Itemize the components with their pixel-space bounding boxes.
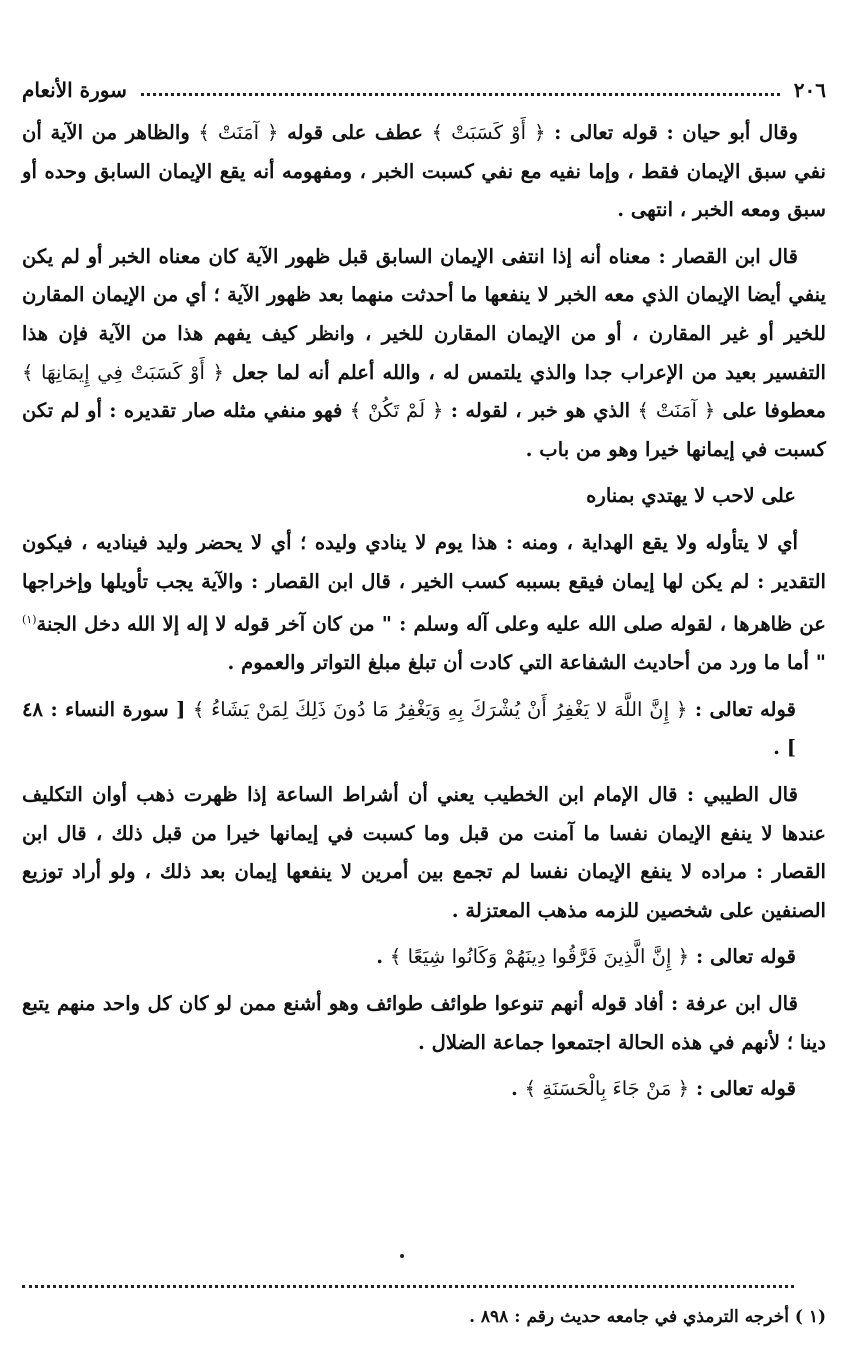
quran-quote: ﴿ إِنَّ اللَّهَ لا يَغْفِرُ أَنْ يُشْرَكَ بِهِ وَيَغْفِرُ مَا دُونَ ذَلِكَ لِمَنْ يَشَاءُ ﴾ — [192, 697, 688, 721]
paragraph-text: قوله تعالى : — [687, 697, 796, 721]
quran-quote: ﴿ آمَنَتْ ﴾ — [198, 121, 279, 144]
paragraph-text: وقال أبو حيان : قوله تعالى : — [545, 121, 799, 144]
paragraph-text: . — [376, 945, 390, 969]
quran-quote: ﴿ إِنَّ الَّذِينَ فَرَّقُوا دِينَهُمْ وَكَانُوا شِيَعًا ﴾ — [389, 945, 690, 969]
poem-hemistich: على لاحب لا يهتدي بمناره — [586, 484, 796, 508]
quran-quote: ﴿ أَوْ كَسَبَتْ فِي إِيمَانِهَا ﴾ — [22, 360, 224, 384]
paragraph-text: [ سورة النساء : ٤٨ ] . — [22, 697, 796, 760]
paragraph-text: " أما ما ورد من أحاديث الشفاعة التي كادت أن تبلغ مبلغ التواتر والعموم . — [227, 651, 826, 675]
paragraph-al-tibi: قال الطيبي : قال الإمام ابن الخطيب يعني أن أشراط الساعة إذا ظهرت ذهب أوان التكليف عندها لا ينفع الإيمان نفسا ما آمنت من قبل وما كسبت في إيمانها خيرا من قبل ذلك ، قال ابن القصار : مراده لا ينفع الإيمان نفسا لم تجمع بين أمرين لا ينفعها إيمان بعد ذلك ، ولو أراد توزيع الصنفين على شخصين للزمه مذهب المعتزلة . — [22, 783, 826, 922]
paragraph-text: أي لا يتأوله ولا يقع الهداية ، ومنه : هذا يوم لا ينادي وليده ؛ أي لا يحضر وليد فيناديه ، فيكون التقدير : لم يكن لها إيمان فيقع بسببه كسب الخير ، قال ابن القصار : والآية يجب تأويلها وإخراجها عن ظاهرها ، لقوله صلى الله عليه وعلى آله وسلم : " من كان آخر قوله لا إله إلا الله دخل الجنة — [22, 530, 826, 636]
paragraph-verse-hasana — [22, 1070, 826, 1109]
quran-quote: ﴿ لَمْ تَكُنْ ﴾ — [349, 399, 444, 423]
paragraph-verse-nisa — [22, 691, 826, 768]
paragraph-text: والظاهر من الآية أن نفي سبق الإيمان فقط ، وإما نفيه مع نفي كسبت الخبر ، ومفهومه أنه يقع الإيمان السابق وحده أو سبق ومعه الخبر ، انتهى . — [22, 121, 826, 222]
page-body — [22, 114, 826, 1117]
page-number: ٢٠٦ — [793, 78, 826, 102]
ink-dot — [400, 1254, 404, 1258]
quran-quote: ﴿ مَنْ جَاءَ بِالْحَسَنَةِ ﴾ — [524, 1077, 690, 1101]
paragraph-text: عطف على قوله — [278, 121, 432, 144]
paragraph-verse-farraqu — [22, 938, 826, 977]
paragraph-ibn-al-qassar — [22, 238, 826, 470]
surah-title: سورة الأنعام — [22, 78, 127, 102]
footnote: (١ ) أخرجه الترمذي في جامعه حديث رقم : ٨٩٨ . — [469, 1307, 826, 1327]
footnote-separator — [22, 1285, 794, 1288]
paragraph-abu-hayyan — [22, 114, 826, 230]
header-dotted-rule — [141, 93, 780, 96]
page-header — [22, 72, 826, 108]
paragraph-text: فهو منفي مثله صار تقديره : أو لم تكن كسبت في إيمانها خيرا وهو من باب . — [22, 399, 826, 461]
paragraph-text: قوله تعالى : — [689, 1077, 796, 1101]
paragraph-text: معطوفا على — [715, 399, 826, 423]
footnote-reference: (١) — [22, 613, 37, 627]
quran-quote: ﴿ أَوْ كَسَبَتْ ﴾ — [431, 121, 546, 144]
paragraph-ibn-arafa: قال ابن عرفة : أفاد قوله أنهم تنوعوا طوائف طوائف وهو أشنع ممن لو كان كل واحد منهم يتبع دينا ؛ لأنهم في هذه الحالة اجتمعوا جماعة الضلال . — [22, 992, 826, 1054]
paragraph-text: . — [510, 1077, 525, 1101]
paragraph-text: الذي هو خبر ، لقوله : — [443, 399, 638, 423]
quran-quote: ﴿ آمَنَتْ ﴾ — [637, 399, 716, 423]
paragraph-explanation — [22, 524, 826, 683]
paragraph-text: قوله تعالى : — [689, 945, 796, 969]
paragraph-text: قال ابن القصار : معناه أنه إذا انتفى الإيمان السابق قبل ظهور الآية كان معناه الخبر أو لم يكن ينفي أيضا الإيمان الذي معه الخبر لا ينفعها ما أحدثت منهما بعد ظهور الآية ؛ أي من الإيمان المقارن للخير أو غير المقارن ، أو من الإيمان المقارن للخير ، وانظر كيف يفهم هذا من الآية فإن هذا التفسير بعيد من الإعراب جدا والذي يلتمس له ، والله أعلم أنه لما جعل — [22, 244, 826, 384]
